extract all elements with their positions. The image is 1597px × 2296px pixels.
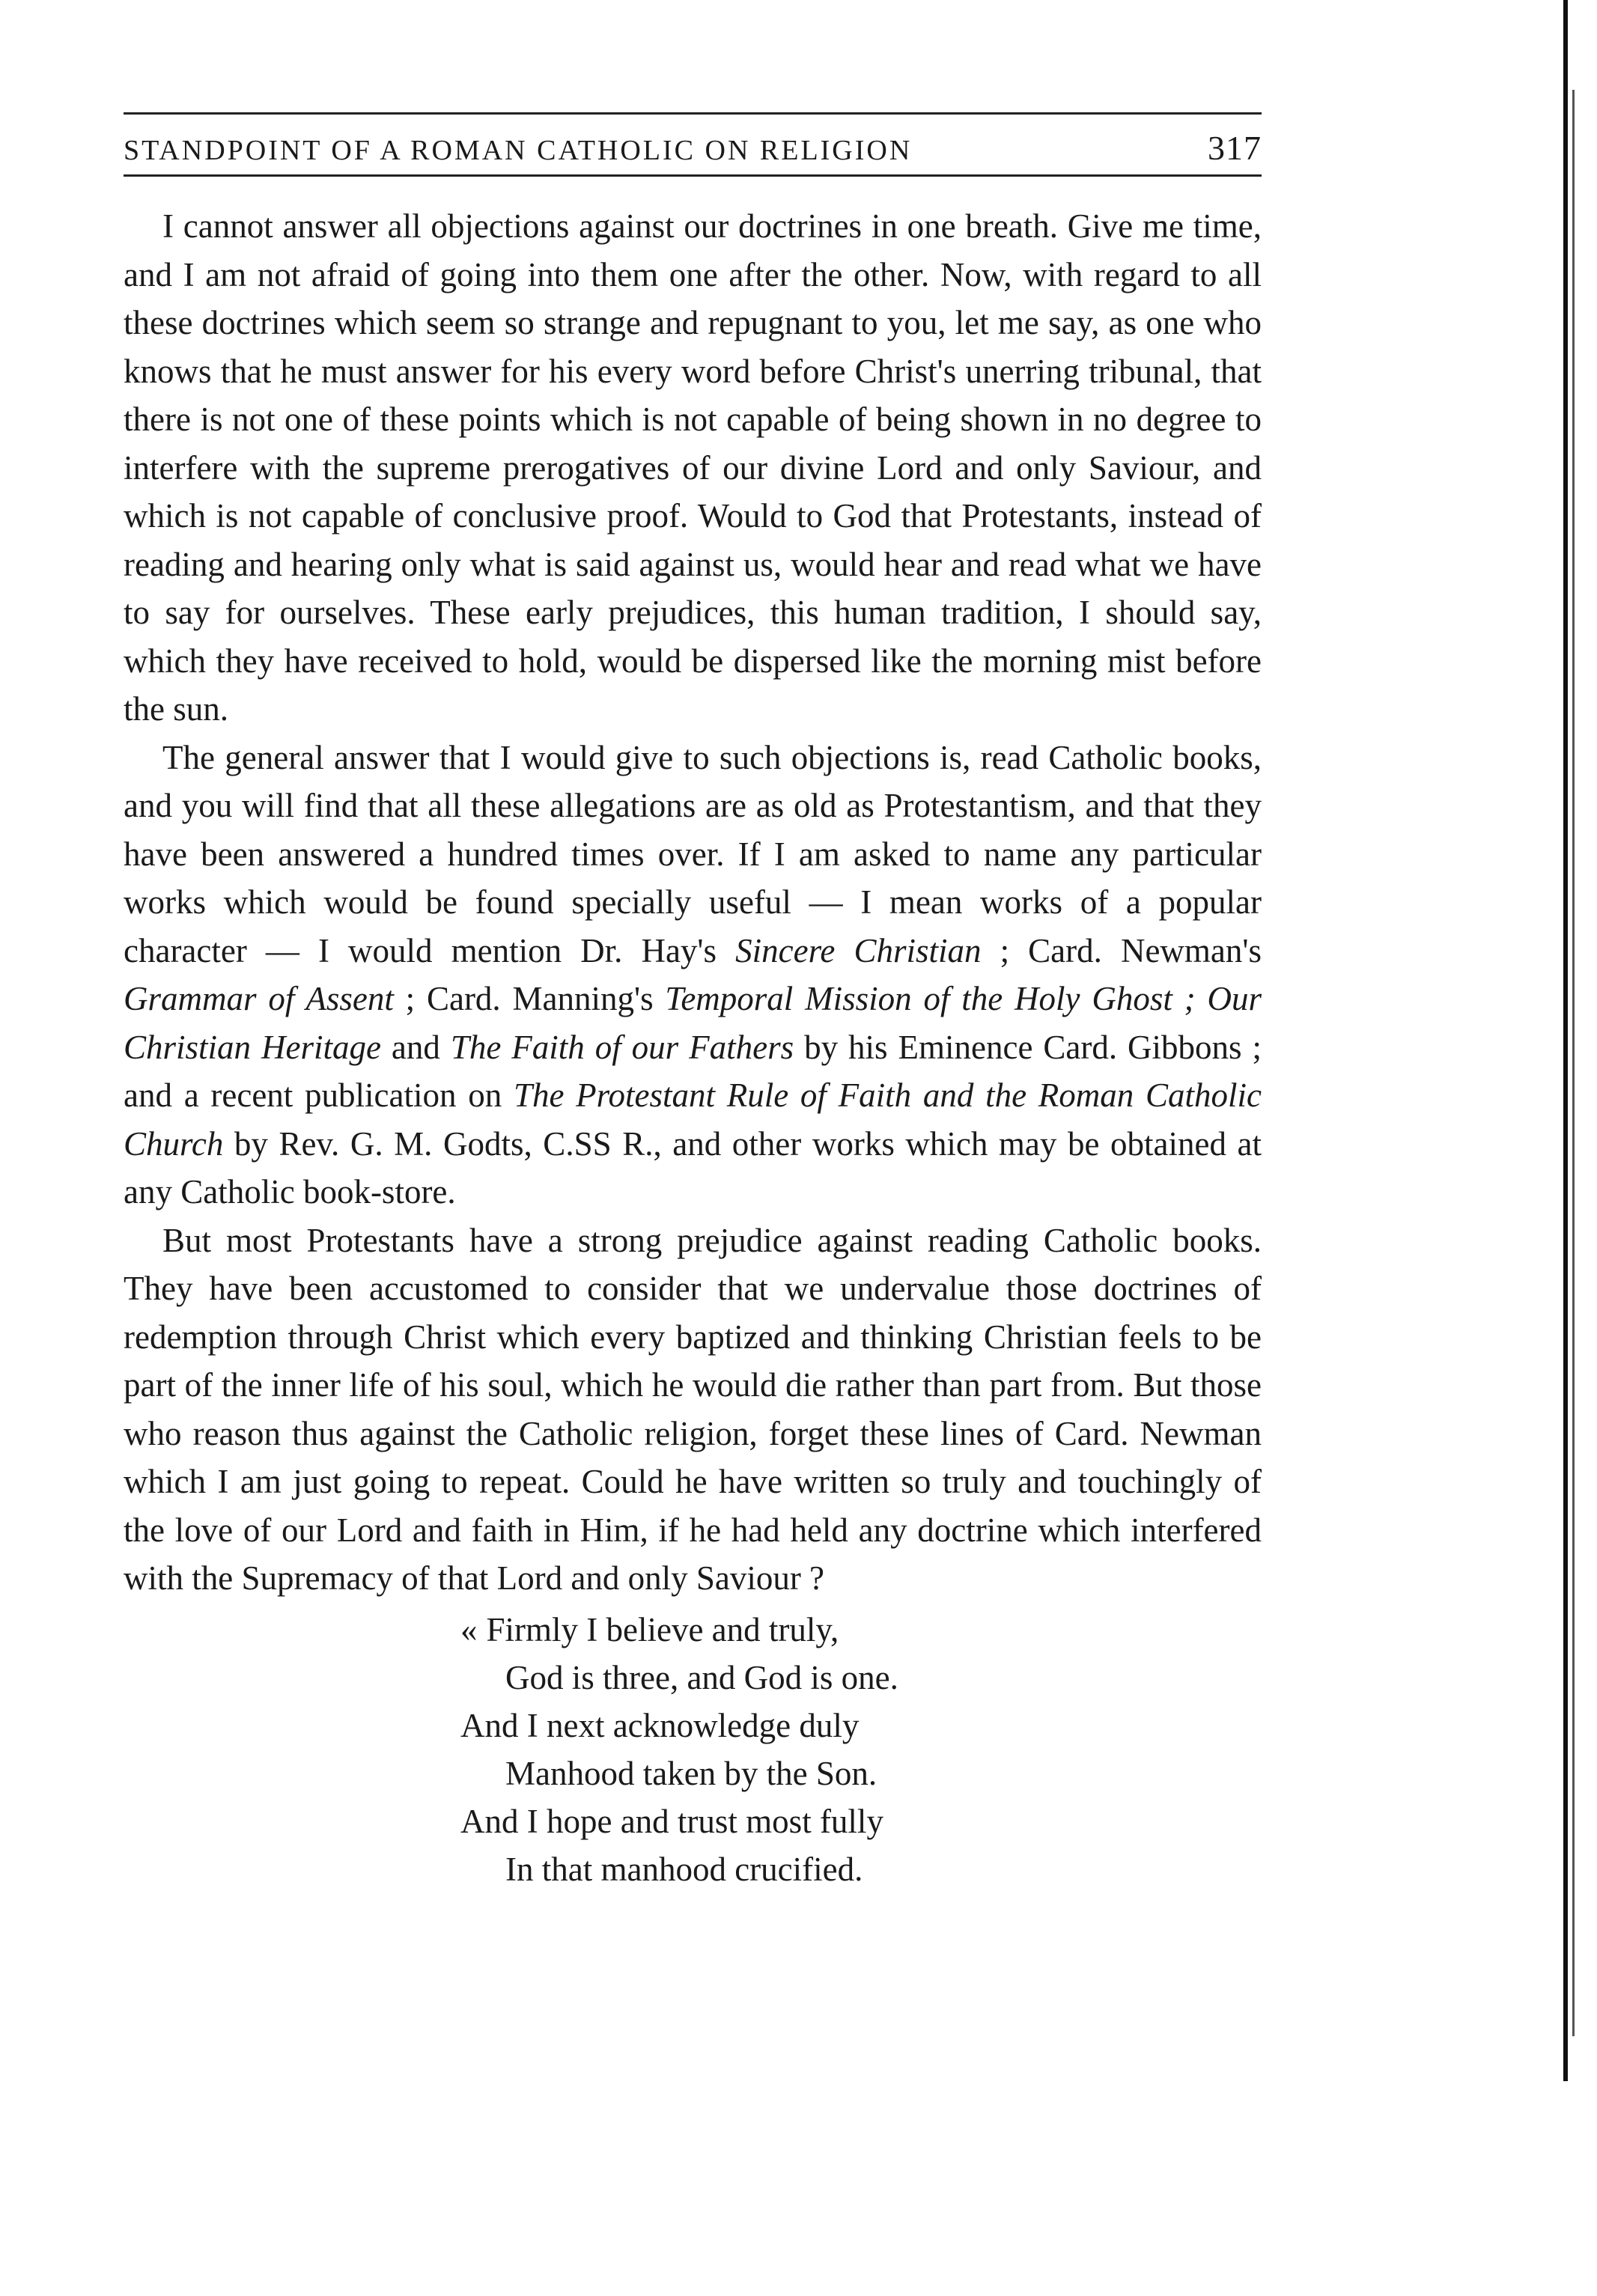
book-page [124, 112, 1262, 1893]
works-outro: by Rev. G. M. Godts, C.SS R., and other works which may be obtained at any Catholic book-store. [124, 1124, 1262, 1211]
running-head [124, 115, 1262, 174]
verse-line [460, 1606, 1262, 1654]
running-head-title: STANDPOINT OF A ROMAN CATHOLIC ON RELIGION [124, 135, 913, 166]
works-separator: ; Card. Newman's [981, 931, 1262, 969]
paragraph-prejudice: But most Protestants have a strong prejudice against reading Catholic books. They have been accustomed to consider that we undervalue those doctrines of redemption through Christ which every baptized and thinking Christian feels to be part of the inner life of his soul, which he would die rather than part from. But those who reason thus against the Catholic religion, forget these lines of Card. Newman which I am just going to repeat. Could he have written so truly and touchingly of the love of our Lord and faith in Him, if he had held any doctrine which interfered with the Supremacy of that Lord and only Saviour ? [124, 1221, 1262, 1597]
verse-line-text: Firmly I believe and truly, [486, 1610, 839, 1648]
work-title-grammar-of-assent: Grammar of Assent [124, 980, 394, 1017]
work-title-faith-of-our-fathers: The Faith of our Fathers [450, 1028, 794, 1066]
page-edge-shadow-inner [1572, 90, 1575, 2036]
header-rule [124, 174, 1262, 177]
paragraph-objections: I cannot answer all objections against our doctrines in one breath. Give me time, and I am not afraid of going into them one after the other. Now, with regard to all these doctrines which seem so strange and repugnant to you, let me say, as one who knows that he must answer for his every word before Christ's unerring tribunal, that there is not one of these points which is not capable of being shown in no degree to interfere with the supreme prerogatives of our divine Lord and only Saviour, and which is not capable of conclusive proof. Would to God that Protestants, instead of reading and hearing only what is said against us, would hear and read what we have to say for ourselves. These early prejudices, this human tradition, I should say, which they have received to hold, would be dispersed like the morning mist before the sun. [124, 207, 1262, 728]
verse-line: Manhood taken by the Son. [505, 1754, 877, 1792]
works-separator: and [380, 1028, 451, 1066]
page-number: 317 [1208, 129, 1262, 167]
works-intro: The general answer that I would give to such objections is, read Catholic books, and you will find that all these allegations are as old as Protestantism, and that they have been answered a hundred times over. If I am asked to name any particular works which would be found specially useful — I mean works of a popular character — I would mention Dr. Hay's [124, 738, 1262, 969]
verse-line: And I hope and trust most fully [460, 1802, 883, 1840]
work-title-sincere-christian: Sincere Christian [735, 931, 982, 969]
work-title-temporal-mission: Temporal Mission of the Holy Ghost ; Our Christian Heritage [124, 980, 1262, 1066]
verse-block [460, 1606, 1262, 1893]
works-separator: ; Card. Manning's [393, 980, 666, 1017]
paragraph-catholic-books [124, 734, 1262, 1216]
verse-line: And I next acknowledge duly [460, 1706, 860, 1744]
works-separator: by his Eminence Card. Gibbons ; and a recent publication on [124, 1028, 1262, 1114]
page-body [124, 202, 1262, 1893]
page-edge-shadow [1563, 0, 1568, 2081]
verse-line: In that manhood crucified. [505, 1850, 863, 1888]
verse-line: God is three, and God is one. [505, 1658, 898, 1696]
open-quote: « [460, 1610, 478, 1648]
work-title-protestant-rule: The Protestant Rule of Faith and the Roman Catholic Church [124, 1077, 1262, 1163]
